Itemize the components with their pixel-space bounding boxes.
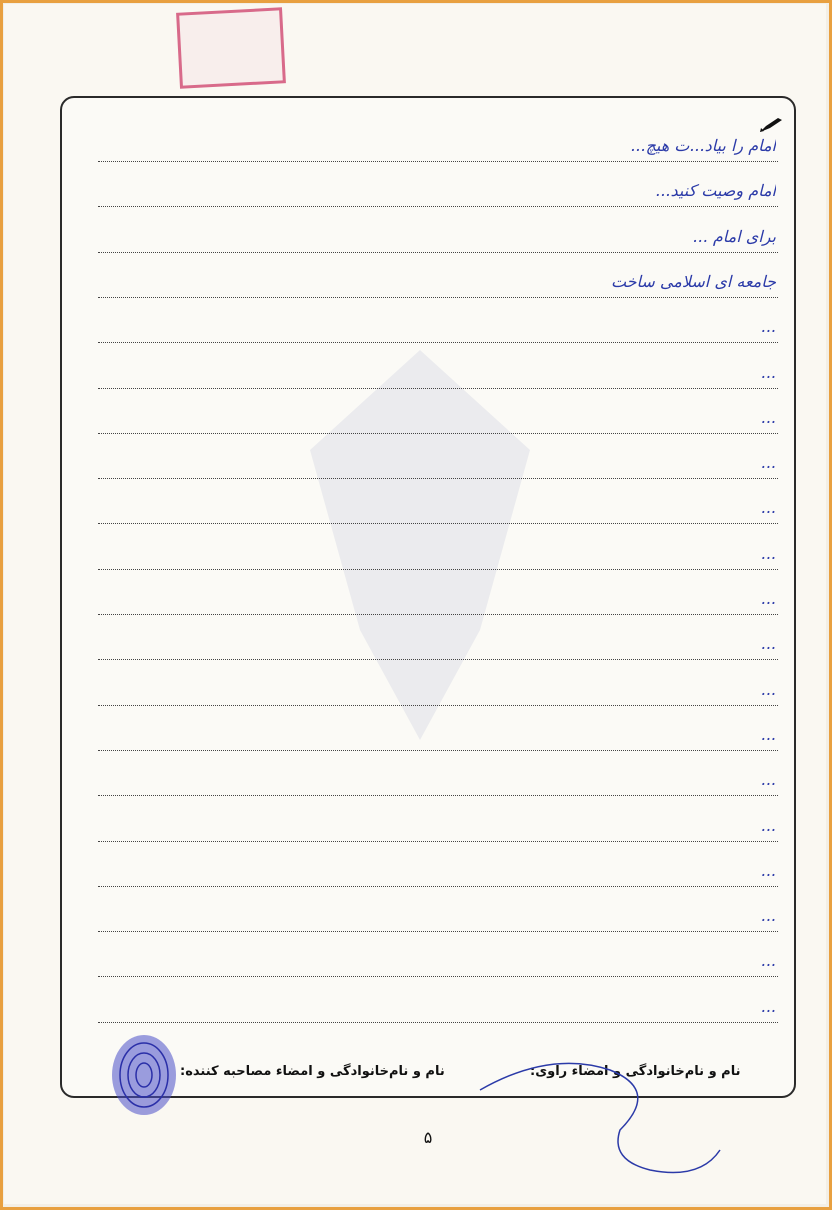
- handwritten-line: ...: [760, 634, 776, 653]
- dotted-line: [98, 704, 778, 706]
- handwritten-line: امام وصیت کنید...: [655, 181, 776, 200]
- handwritten-line: برای امام ...: [692, 227, 776, 246]
- dotted-line: [98, 477, 778, 479]
- handwritten-line: ...: [760, 906, 776, 925]
- dotted-line: [98, 387, 778, 389]
- fingerprint-icon: [108, 1030, 180, 1120]
- dotted-line: [98, 522, 778, 524]
- dotted-line: [98, 432, 778, 434]
- handwritten-line: ...: [760, 816, 776, 835]
- handwritten-line: ...: [760, 363, 776, 382]
- dotted-line: [98, 251, 778, 253]
- handwritten-line: ...: [760, 589, 776, 608]
- handwritten-line: ...: [760, 498, 776, 517]
- handwritten-line: ...: [760, 544, 776, 563]
- handwritten-line: جامعه ای اسلامی ساخت: [610, 272, 776, 291]
- dotted-line: [98, 613, 778, 615]
- dotted-line: [98, 568, 778, 570]
- dotted-line: [98, 794, 778, 796]
- handwritten-line: ...: [760, 770, 776, 789]
- handwritten-line: امام را بیاد...ت هیچ...: [630, 136, 776, 155]
- dotted-line: [98, 658, 778, 660]
- dotted-line: [98, 205, 778, 207]
- interviewer-signature-label: نام و نام‌خانوادگی و امضاء مصاحبه کننده:: [180, 1064, 445, 1079]
- handwritten-line: ...: [760, 317, 776, 336]
- narrator-signature-label: نام و نام‌خانوادگی و امضاء راوی:: [530, 1064, 741, 1079]
- dotted-line: [98, 749, 778, 751]
- handwritten-line: ...: [760, 951, 776, 970]
- handwritten-line: ...: [760, 997, 776, 1016]
- dotted-line: [98, 341, 778, 343]
- ink-stamp: [176, 7, 286, 88]
- signature-stroke: [470, 1030, 730, 1190]
- dotted-line: [98, 160, 778, 162]
- handwritten-line: ...: [760, 680, 776, 699]
- handwritten-line: ...: [760, 861, 776, 880]
- dotted-line: [98, 840, 778, 842]
- pen-icon: [758, 114, 784, 134]
- handwritten-line: ...: [760, 408, 776, 427]
- dotted-line: [98, 1021, 778, 1023]
- dotted-line: [98, 296, 778, 298]
- dotted-line: [98, 885, 778, 887]
- handwritten-line: ...: [760, 725, 776, 744]
- page-number: ۵: [423, 1128, 433, 1147]
- dotted-line: [98, 930, 778, 932]
- dotted-line: [98, 975, 778, 977]
- handwritten-line: ...: [760, 453, 776, 472]
